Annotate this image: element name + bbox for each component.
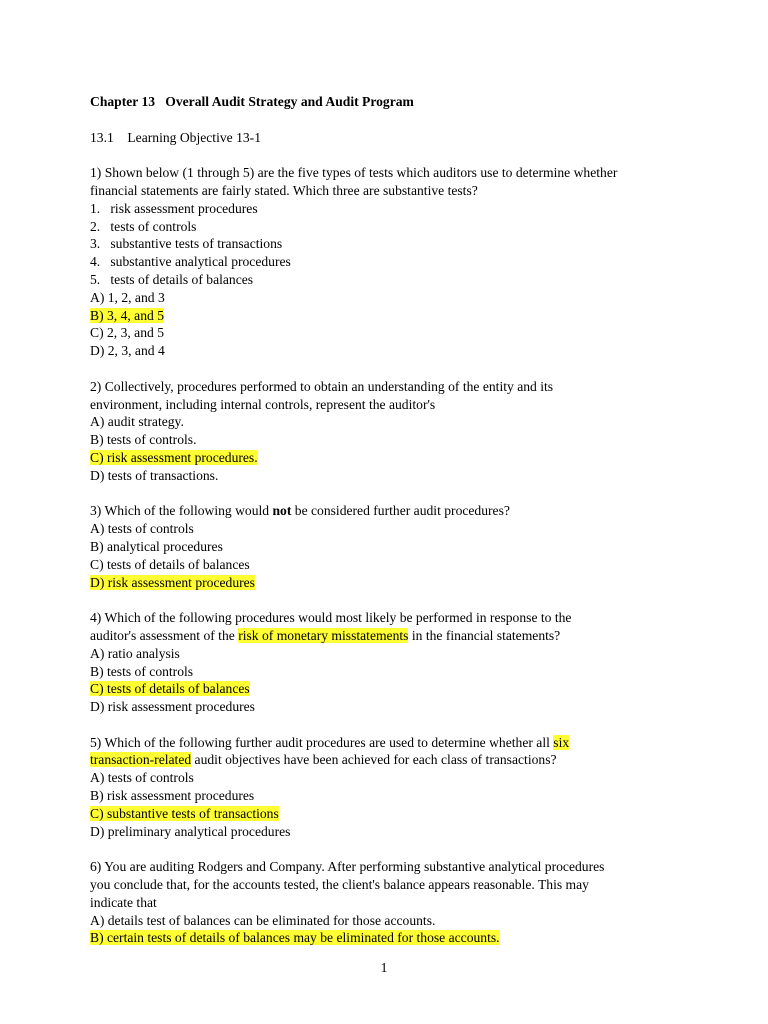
stem-text: 5) Which of the following further audit procedures are used to determine whether all <box>90 734 554 750</box>
stem-text: be considered further audit procedures? <box>291 503 510 519</box>
answer-option-c-highlighted: C) risk assessment procedures. <box>90 449 258 465</box>
answer-option-a: A) tests of controls <box>90 770 194 786</box>
question-3-stem <box>90 502 690 520</box>
answer-option-a: A) audit strategy. <box>90 414 184 430</box>
learning-objective: 13.1 Learning Objective 13-1 <box>90 129 262 145</box>
answer-option-c-highlighted: C) tests of details of balances <box>90 681 250 697</box>
answer-option-d: D) tests of transactions. <box>90 467 219 483</box>
list-item: 1. risk assessment procedures <box>90 200 258 216</box>
answer-option-c: C) tests of details of balances <box>90 556 250 572</box>
question-5-stem-line1 <box>90 734 690 752</box>
answer-option-b: B) risk assessment procedures <box>90 788 255 804</box>
answer-option-d: D) preliminary analytical procedures <box>90 823 291 839</box>
list-item: 5. tests of details of balances <box>90 271 254 287</box>
answer-option-a: A) ratio analysis <box>90 645 180 661</box>
question-4 <box>90 609 690 716</box>
answer-option-d-highlighted: D) risk assessment procedures <box>90 574 255 590</box>
question-2 <box>90 378 690 485</box>
question-1-stem-line1: 1) Shown below (1 through 5) are the five types of tests which auditors use to determine whether <box>90 165 618 181</box>
stem-highlight: six <box>553 734 570 750</box>
stem-text: audit objectives have been achieved for each class of transactions? <box>191 752 557 768</box>
stem-emphasis: not <box>272 503 292 519</box>
document-page <box>90 93 690 947</box>
question-1 <box>90 164 690 360</box>
answer-option-a: A) details test of balances can be eliminated for those accounts. <box>90 912 436 928</box>
list-item: 2. tests of controls <box>90 218 197 234</box>
answer-option-a: A) tests of controls <box>90 521 194 537</box>
answer-option-c: C) 2, 3, and 5 <box>90 325 165 341</box>
stem-highlight: transaction-related <box>90 752 192 768</box>
stem-text: in the financial statements? <box>408 627 561 643</box>
question-2-stem-line1: 2) Collectively, procedures performed to obtain an understanding of the entity and its <box>90 378 554 394</box>
question-6-stem-line3: indicate that <box>90 894 157 910</box>
answer-option-b-highlighted: B) 3, 4, and 5 <box>90 307 165 323</box>
stem-text: 3) Which of the following would <box>90 503 273 519</box>
answer-option-b-highlighted: B) certain tests of details of balances may be eliminated for those accounts. <box>90 930 500 946</box>
answer-option-b: B) tests of controls. <box>90 432 197 448</box>
question-4-stem-line1: 4) Which of the following procedures would most likely be performed in response to the <box>90 610 572 626</box>
chapter-title: Chapter 13 Overall Audit Strategy and Audit Program <box>90 94 414 109</box>
question-6-stem-line2: you conclude that, for the accounts tested, the client's balance appears reasonable. This may <box>90 877 589 893</box>
question-3 <box>90 502 690 591</box>
answer-option-b: B) tests of controls <box>90 663 194 679</box>
question-1-stem-line2: financial statements are fairly stated. Which three are substantive tests? <box>90 182 478 198</box>
list-item: 4. substantive analytical procedures <box>90 254 291 270</box>
question-2-stem-line2: environment, including internal controls, represent the auditor's <box>90 396 436 412</box>
question-4-stem-line2 <box>90 627 690 645</box>
answer-option-c-highlighted: C) substantive tests of transactions <box>90 805 279 821</box>
answer-option-d: D) 2, 3, and 4 <box>90 343 165 359</box>
answer-option-a: A) 1, 2, and 3 <box>90 289 165 305</box>
question-5 <box>90 734 690 841</box>
answer-option-b: B) analytical procedures <box>90 538 223 554</box>
page-number: 1 <box>380 960 388 975</box>
question-5-stem-line2 <box>90 751 690 769</box>
list-item: 3. substantive tests of transactions <box>90 236 283 252</box>
question-6 <box>90 858 690 947</box>
stem-highlight: risk of monetary misstatements <box>238 627 409 643</box>
question-6-stem-line1: 6) You are auditing Rodgers and Company. After performing substantive analytical procedures <box>90 859 605 875</box>
stem-text: auditor's assessment of the <box>90 627 239 643</box>
answer-option-d: D) risk assessment procedures <box>90 699 255 715</box>
